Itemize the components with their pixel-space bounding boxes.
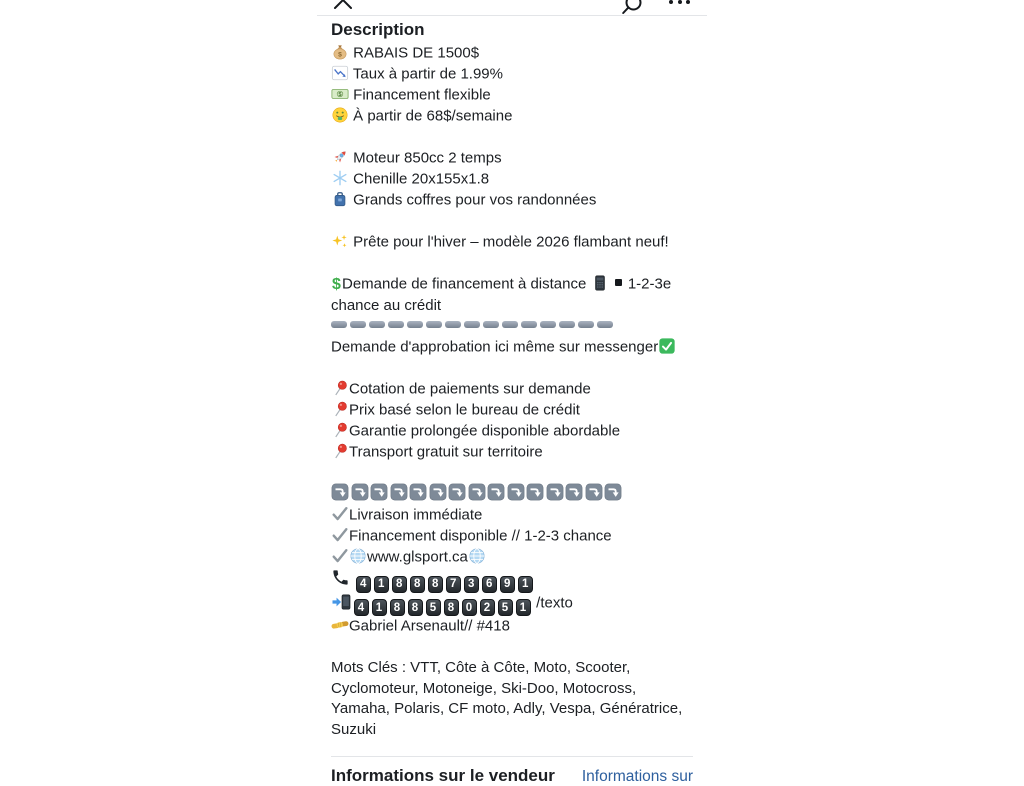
- description-line: [331, 593, 693, 617]
- text-segment: Mots Clés : VTT, Côte à Côte, Moto, Scooter, Cyclomoteur, Motoneige, Ski-Doo, Motocross, Yamaha, Polaris, CF moto, Adly, Vespa, Génératrice, Suzuki: [331, 659, 687, 738]
- text-segment: Taux à partir de 1.99%: [349, 65, 503, 83]
- heavy-minus-icon: [407, 321, 423, 328]
- pushpin-icon: [331, 442, 349, 460]
- text-segment: Gabriel Arsenault// #418: [349, 617, 510, 635]
- arrow-curving-down-icon: [526, 483, 544, 501]
- keycap-digit: 6: [482, 576, 497, 593]
- description-line: [331, 379, 693, 400]
- rocket-icon: [331, 148, 349, 166]
- keycap-digit: 8: [444, 599, 459, 616]
- arrow-curving-down-icon: [585, 483, 603, 501]
- keycap-digit: 8: [428, 576, 443, 593]
- heavy-minus-icon: [521, 321, 537, 328]
- arrow-curving-down-icon: [468, 483, 486, 501]
- arrow-curving-down-icon: [546, 483, 564, 501]
- heavy-minus-icon: [502, 321, 518, 328]
- arrow-curving-down-icon: [409, 483, 427, 501]
- description-line: [331, 547, 693, 568]
- description-line: [331, 483, 693, 504]
- heavy-minus-icon: [369, 321, 385, 328]
- arrow-curving-down-icon: [390, 483, 408, 501]
- description-line: [331, 526, 693, 547]
- description-line: [331, 169, 693, 190]
- text-segment: À partir de 68$/semaine: [349, 107, 513, 125]
- blank-line: [331, 638, 693, 659]
- heavy-minus-icon: [426, 321, 442, 328]
- heavy-minus-icon: [388, 321, 404, 328]
- text-segment: 1-2-3e chance au crédit: [331, 275, 676, 314]
- keycap-digit: 5: [426, 599, 441, 616]
- description-line: [331, 505, 693, 526]
- check-mark-icon: [331, 547, 349, 565]
- blank-line: [331, 358, 693, 379]
- pushpin-icon: [331, 421, 349, 439]
- globe-icon: [349, 547, 367, 565]
- pushpin-icon: [331, 379, 349, 397]
- text-segment: Demande de financement à distance: [342, 275, 591, 293]
- seller-info-link[interactable]: Informations sur: [581, 767, 693, 785]
- blank-line: [331, 253, 693, 274]
- text-segment: RABAIS DE 1500$: [349, 44, 480, 62]
- svg-text:$: $: [338, 92, 342, 99]
- description-line: [331, 85, 693, 106]
- description-line: [331, 43, 693, 64]
- keycap-digit: 4: [354, 599, 369, 616]
- arrow-curving-down-icon: [351, 483, 369, 501]
- arrow-curving-down-icon: [604, 483, 622, 501]
- arrow-curving-down-icon: [429, 483, 447, 501]
- text-segment: Livraison immédiate: [349, 506, 483, 524]
- description-line: [331, 148, 693, 169]
- heavy-minus-icon: [464, 321, 480, 328]
- snowflake-icon: [331, 169, 349, 187]
- check-mark-icon: [331, 505, 349, 523]
- description-line: [331, 190, 693, 211]
- handshake-icon: [331, 616, 349, 634]
- sparkles-icon: [331, 232, 349, 250]
- keycap-digit: 1: [372, 599, 387, 616]
- dollar-banknote-icon: [331, 85, 349, 103]
- text-segment: Cotation de paiements sur demande: [349, 380, 591, 397]
- description-body: [331, 43, 693, 741]
- description-section: [317, 16, 707, 741]
- keycap-digit: 8: [390, 599, 405, 616]
- heavy-minus-icon: [350, 321, 366, 328]
- arrow-curving-down-icon: [370, 483, 388, 501]
- blank-line: [331, 463, 693, 484]
- text-segment: Demande d'approbation ici même sur messenger: [331, 338, 659, 356]
- chart-decreasing-icon: [331, 64, 349, 82]
- keycap-digit: 4: [356, 576, 371, 593]
- seller-section: [317, 757, 707, 786]
- arrow-curving-down-icon: [507, 483, 525, 501]
- arrow-curving-down-icon: [487, 483, 505, 501]
- svg-text:$: $: [338, 51, 342, 59]
- description-line: [331, 274, 693, 317]
- heavy-minus-icon: [445, 321, 461, 328]
- description-line: [331, 316, 693, 337]
- description-line: [331, 337, 693, 358]
- close-icon[interactable]: [332, 0, 354, 11]
- more-options-icon[interactable]: [669, 0, 693, 6]
- heavy-dollar-sign-icon: $: [332, 276, 341, 294]
- content-column: [317, 0, 707, 786]
- text-segment: Garantie prolongée disponible abordable: [349, 422, 621, 440]
- heavy-minus-icon: [331, 321, 347, 328]
- keycap-digit: 1: [516, 599, 531, 616]
- pushpin-icon: [331, 400, 349, 418]
- seller-heading: Informations sur le vendeur: [331, 765, 555, 785]
- text-segment: /texto: [532, 594, 573, 612]
- money-mouth-face-icon: [331, 106, 349, 124]
- description-line: [331, 421, 693, 442]
- search-icon[interactable]: [620, 0, 643, 17]
- keycap-digit: 8: [410, 576, 425, 593]
- keycap-digit: 9: [500, 576, 515, 593]
- description-line: [331, 106, 693, 127]
- keycap-digit: 3: [464, 576, 479, 593]
- text-segment: www.glsport.ca: [367, 548, 468, 566]
- heavy-minus-icon: [559, 321, 575, 328]
- heavy-minus-icon: [540, 321, 556, 328]
- check-mark-icon: [331, 526, 349, 544]
- description-line: [331, 568, 693, 593]
- text-segment: Moteur 850cc 2 temps: [349, 149, 502, 167]
- text-segment: Prix basé selon le bureau de crédit: [349, 401, 580, 419]
- keycap-digit: 8: [392, 576, 407, 593]
- telephone-receiver-icon: [331, 568, 350, 587]
- white-check-mark-icon: [658, 337, 676, 355]
- heavy-minus-icon: [597, 321, 613, 328]
- arrow-curving-down-icon: [448, 483, 466, 501]
- globe-icon: [468, 547, 486, 565]
- text-segment: Transport gratuit sur territoire: [349, 443, 543, 461]
- arrow-curving-down-icon: [565, 483, 583, 501]
- black-small-square-icon: [615, 279, 622, 286]
- keycap-digit: 1: [374, 576, 389, 593]
- blank-line: [331, 127, 693, 148]
- description-line: [331, 442, 693, 463]
- blank-line: [331, 211, 693, 232]
- keycap-digit: 8: [408, 599, 423, 616]
- description-line: [331, 64, 693, 85]
- mobile-phone-with-arrow-icon: [331, 593, 352, 611]
- mobile-phone-icon: [591, 274, 609, 292]
- text-segment: [350, 570, 354, 587]
- text-segment: Financement flexible: [349, 86, 491, 104]
- arrow-curving-down-icon: [331, 483, 349, 501]
- keycap-digit: 1: [518, 576, 533, 593]
- text-segment: Chenille 20x155x1.8: [349, 170, 490, 188]
- luggage-icon: [331, 190, 349, 208]
- topbar: [317, 0, 707, 15]
- text-segment: Prête pour l'hiver – modèle 2026 flambant neuf!: [349, 233, 669, 251]
- money-bag-icon: [331, 43, 349, 61]
- heavy-minus-icon: [483, 321, 499, 328]
- keycap-digit: 0: [462, 599, 477, 616]
- description-heading: Description: [331, 20, 425, 39]
- description-line: [331, 232, 693, 253]
- text-segment: Grands coffres pour vos randonnées: [349, 191, 597, 209]
- description-line: [331, 400, 693, 421]
- text-segment: Financement disponible // 1-2-3 chance: [349, 527, 612, 545]
- keycap-digit: 2: [480, 599, 495, 616]
- description-line: [331, 658, 693, 740]
- description-line: [331, 616, 693, 637]
- heavy-minus-icon: [578, 321, 594, 328]
- text-segment: [609, 275, 613, 292]
- keycap-digit: 7: [446, 576, 461, 593]
- keycap-digit: 5: [498, 599, 513, 616]
